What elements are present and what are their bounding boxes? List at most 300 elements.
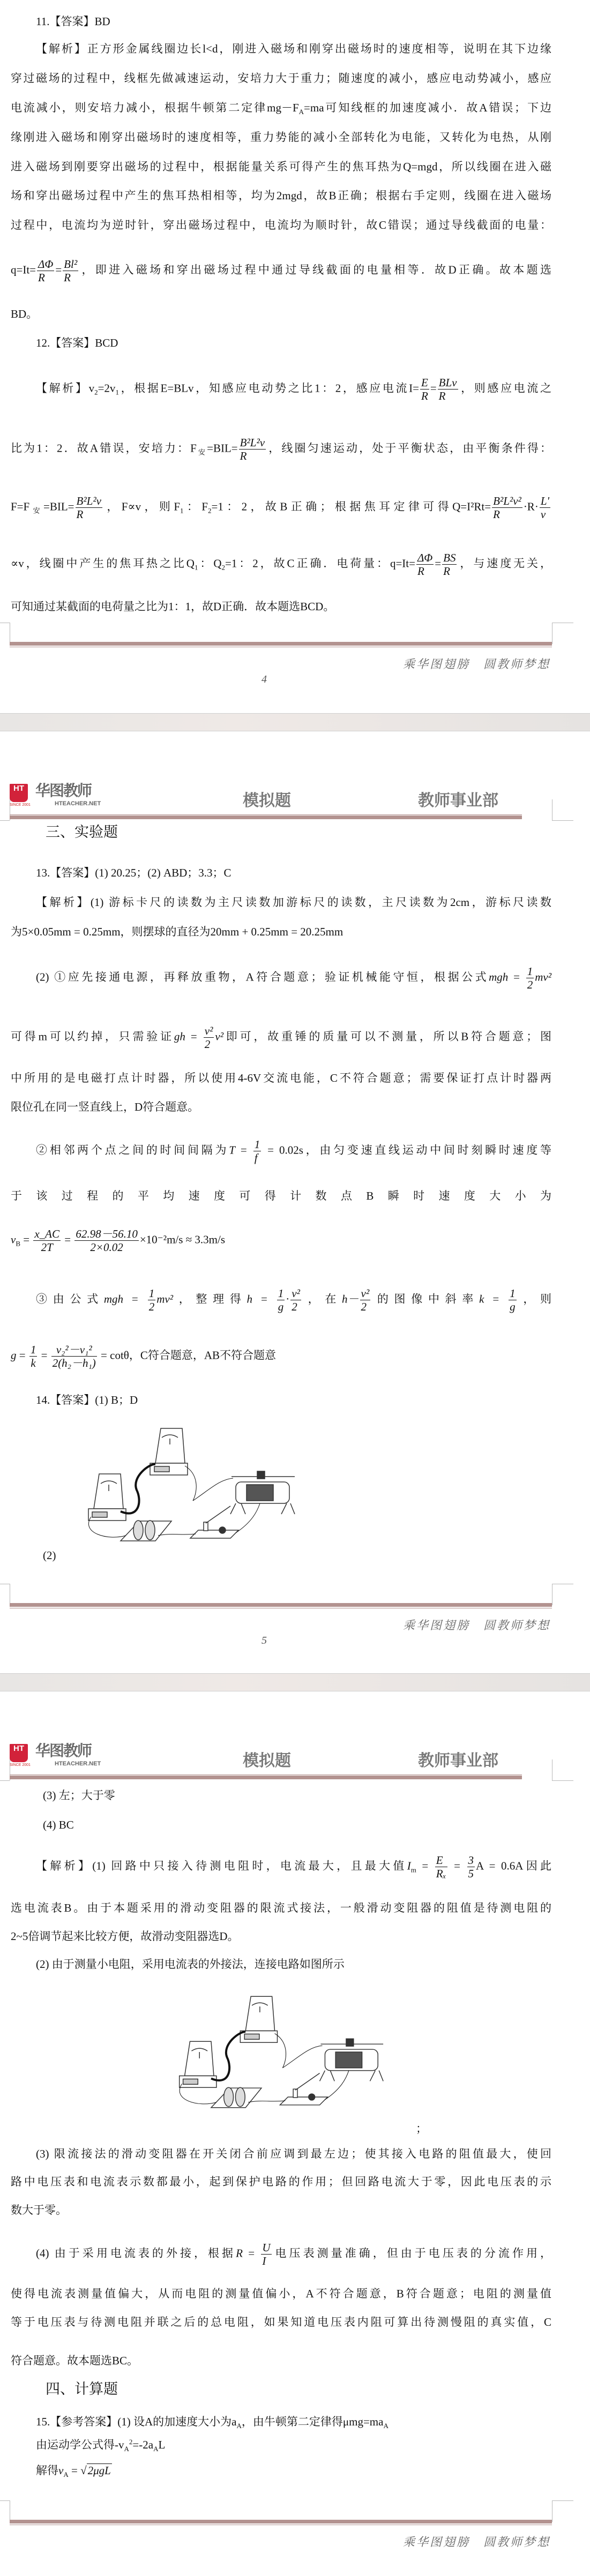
superscript: 2	[129, 2438, 133, 2446]
header-title: 模拟题	[243, 791, 291, 810]
fraction	[253, 1138, 262, 1164]
text-run: =ma可知线框的加速度减小．故A错误；下边	[304, 101, 551, 114]
text-line	[11, 1897, 551, 1919]
fraction-numerator: 1	[510, 1287, 516, 1300]
fraction-numerator: v²	[204, 1024, 213, 1037]
text-run: =	[435, 557, 442, 570]
text-line	[11, 1227, 551, 1254]
text-run: 2~5倍调节起来比较方便，故滑动变阻器选D。	[11, 1930, 239, 1943]
text-run: ∝v，线圈中产生的焦耳热之比Q	[11, 557, 195, 570]
fraction-denominator: R	[421, 390, 428, 403]
text-line	[36, 11, 551, 32]
math-variable: h	[247, 1292, 253, 1306]
battery	[211, 2087, 262, 2108]
text-run: =	[123, 1292, 147, 1306]
text-line	[11, 495, 551, 521]
fraction	[420, 376, 429, 402]
text-run: ，F∝v，则F	[103, 500, 180, 513]
battery	[121, 1521, 171, 1541]
fraction-denominator: R	[442, 564, 457, 578]
text-run: 14.【答案】(1) B；D	[36, 1394, 138, 1406]
text-run: A = 0.6A因此	[476, 1859, 552, 1873]
subscript: A	[153, 2445, 159, 2453]
crop-mark	[0, 1780, 10, 1781]
text-run: (3) 左；大于零	[43, 1789, 115, 1802]
fraction-numerator: v₂²－v₁²	[56, 1343, 92, 1356]
text-run: 比为1：2．故A错误，安培力：F	[11, 441, 197, 455]
fraction	[204, 1024, 214, 1051]
square-root	[80, 2460, 112, 2481]
header-rule	[10, 815, 522, 819]
text-run: 等于电压表与待测电阻并联之后的总电阻，如果知道电压表内阻可算出待测慢阻的真实值，C	[11, 2316, 551, 2328]
text-run: =	[38, 1349, 50, 1362]
text-run: =	[185, 1030, 203, 1043]
text-run: =-2a	[132, 2438, 154, 2451]
subscript: 2	[207, 506, 212, 515]
math-variable: v²	[215, 1030, 224, 1043]
text-run: =BIL=	[207, 441, 238, 455]
text-run: ，由牛顿第二定律得μmg=ma	[241, 2415, 384, 2428]
text-run: q=It=	[11, 263, 36, 276]
footer-slogan: 乘华图翅膀 圆教师梦想	[402, 658, 550, 671]
text-line	[36, 965, 551, 992]
fraction	[467, 1854, 475, 1880]
fraction-numerator: 1	[148, 1287, 155, 1300]
text-run: 于该过程的平均速度可得计数点B瞬时速度大小为	[11, 1189, 551, 1202]
fraction	[416, 551, 434, 578]
text-run: =	[448, 1859, 466, 1873]
hteacher-logo	[10, 784, 111, 807]
text-run: ③由公式	[36, 1292, 104, 1306]
text-run: ，则感应电流之	[459, 381, 552, 395]
fraction-denominator: Rₓ	[436, 1867, 446, 1881]
fraction-denominator: R	[438, 389, 458, 402]
text-line	[11, 596, 551, 617]
text-line	[11, 1926, 551, 1947]
fraction-denominator: 2	[360, 1300, 371, 1313]
text-run: 符合题意。故本题选BC。	[11, 2354, 139, 2367]
hteacher-logo	[10, 1744, 111, 1768]
text-line	[36, 2143, 551, 2165]
rheostat	[230, 1471, 295, 1514]
switch	[190, 1506, 238, 1538]
text-run: 电流减小，则安培力减小，根据牛顿第二定律mg－F	[11, 101, 299, 114]
text-run: ②相邻两个点之间的时间间隔为	[36, 1143, 229, 1157]
text-run: = 0.02s，由匀变速直线运动中间时刻瞬时速度等	[262, 1143, 552, 1157]
math-variable: k	[479, 1292, 484, 1306]
text-run: ，与速度无关，	[458, 557, 551, 570]
text-run: 为5×0.05mm = 0.25mm，则摆球的直径为20mm + 0.25mm = 20.25mm	[11, 925, 343, 938]
fraction-denominator: v	[540, 507, 550, 521]
circuit-diagram-analysis	[166, 1990, 389, 2117]
text-line	[36, 1287, 552, 1314]
text-run: 中所用的是电磁打点计时器，所以使用4-6V交流电能，C不符合题意；需要保证打点计时器两	[11, 1072, 551, 1084]
fraction	[29, 1343, 38, 1369]
fraction-numerator: E	[436, 1854, 443, 1867]
fraction-numerator: 1	[254, 1138, 260, 1151]
fraction-denominator: 2T	[33, 1240, 61, 1254]
radicand: 2μgL	[87, 2464, 111, 2477]
section-heading	[46, 821, 551, 843]
text-run: ：Q	[198, 557, 222, 570]
math-variable: T	[229, 1143, 235, 1157]
text-run: 选电流表B。由于本题采用的滑动变阻器的限流式接法，一般滑动变阻器的阻值是待测电阻的	[11, 1901, 551, 1914]
fraction-numerator: ΔΦ	[417, 551, 433, 564]
fraction	[492, 495, 522, 521]
fraction-denominator: 2×0.02	[74, 1240, 139, 1254]
fraction-denominator: 2	[204, 1037, 214, 1051]
text-run: ，则	[517, 1292, 552, 1306]
text-run: 12.【答案】BCD	[36, 336, 118, 349]
text-run: 穿过磁场的过程中，线框先做减速运动，安培力大于重力；随速度的减小，感应电动势减小，感应	[11, 72, 551, 85]
fraction	[148, 1287, 156, 1313]
text-line	[11, 1096, 551, 1118]
fraction	[438, 376, 458, 402]
fraction-denominator: g	[510, 1300, 516, 1314]
ammeter	[88, 1474, 126, 1521]
text-line	[36, 862, 551, 883]
fraction-numerator: 1	[30, 1343, 36, 1356]
text-run: (2) 由于测量小电阻，采用电流表的外接法，连接电路如图所示	[36, 1958, 345, 1971]
text-run: 缘刚进入磁场和刚穿出磁场时的速度相等，重力势能的减小全部转化为电能，又转化为电热，从刚	[11, 131, 551, 144]
text-run: 限位孔在同一竖直线上，D符合题意。	[11, 1100, 199, 1113]
text-run: =	[242, 2246, 260, 2260]
footer-slogan: 乘华图翅膀 圆教师梦想	[402, 2536, 550, 2549]
fraction-numerator: 1	[527, 965, 533, 978]
text-run: 可得m可以约掉，只需验证	[11, 1030, 174, 1043]
text-run: 四、计算题	[46, 2381, 118, 2397]
fraction-numerator: B²L²v	[76, 495, 101, 507]
fraction-numerator: L'	[540, 495, 549, 507]
text-run: =	[16, 1349, 28, 1362]
fraction	[526, 965, 534, 991]
text-run: =	[20, 1233, 33, 1246]
text-run: 11.【答案】BD	[36, 15, 110, 28]
fraction-numerator: v²	[292, 1287, 300, 1300]
text-run: 即可，故重锤的质量可以不测量，所以B符合题意；图	[223, 1030, 551, 1043]
text-run: =1：2，故C正确．电荷量：q=It=	[225, 557, 415, 570]
fraction-numerator: B²L²v	[240, 436, 265, 449]
fraction-denominator: k	[29, 1356, 38, 1369]
text-run: ，线圈匀速运动，处于平衡状态，由平衡条件得：	[267, 441, 552, 455]
text-line	[36, 1854, 552, 1881]
text-line	[36, 332, 551, 354]
text-run: (2)	[43, 1549, 56, 1562]
text-run: =	[484, 1292, 508, 1306]
text-run: ，在	[302, 1292, 342, 1306]
text-run: ：F	[183, 500, 208, 513]
text-line	[11, 551, 551, 578]
footer-rule	[10, 642, 552, 646]
logo-since: SINCE 2001	[10, 1763, 31, 1767]
math-variable: v	[11, 1233, 16, 1246]
text-line	[11, 97, 551, 118]
text-run: ，整理得	[173, 1292, 247, 1306]
circuit-diagram-answer	[75, 1426, 300, 1546]
text-run: 【解析】(1) 回路中只接入待测电阻时，电流最大，且最大值	[36, 1859, 407, 1873]
fraction-denominator: f	[253, 1151, 262, 1164]
page-number: 5	[262, 1635, 267, 1646]
text-run: 数大于零。	[11, 2204, 67, 2216]
text-run: =1：2，故B正确；根据焦耳定律可得Q=I²Rt=	[211, 500, 491, 513]
header-rule-thin	[10, 1774, 522, 1775]
fraction	[74, 1227, 139, 1254]
text-run: ×10⁻²m/s ≈ 3.3m/s	[139, 1233, 226, 1246]
text-run: 13.【答案】(1) 20.25；(2) ABD；3.3；C	[36, 866, 231, 879]
math-variable: h－	[342, 1292, 359, 1306]
text-run: ·R·	[523, 500, 539, 513]
text-line	[36, 2241, 552, 2268]
math-variable: R	[236, 2246, 243, 2260]
fraction-denominator: I	[261, 2254, 271, 2267]
text-line	[11, 2311, 551, 2333]
text-run: 的图像中斜率	[371, 1292, 480, 1306]
subscript: 2	[94, 388, 98, 396]
text-line	[36, 38, 551, 59]
header-department: 教师事业部	[418, 791, 498, 810]
subscript: A	[236, 2422, 242, 2430]
fraction-numerator: B²L²v²	[493, 495, 521, 507]
circuit-drawing	[166, 1990, 389, 2114]
text-run: 可知通过某截面的电荷量之比为1：1，故D正确．故本题选BCD。	[11, 600, 335, 613]
fraction	[239, 436, 266, 462]
text-run: =2v	[98, 381, 116, 395]
fraction-denominator: 5	[468, 1867, 474, 1881]
crop-mark	[0, 820, 10, 821]
circuit-drawing	[75, 1426, 300, 1544]
fraction	[277, 1287, 285, 1313]
fraction-denominator: R	[37, 271, 54, 284]
text-line	[416, 2118, 551, 2139]
text-line	[11, 921, 551, 942]
text-run: (4) BC	[43, 1818, 74, 1831]
text-run: =	[416, 1859, 434, 1873]
text-line	[43, 1545, 551, 1566]
fraction	[33, 1227, 61, 1254]
header-rule-thin	[10, 814, 522, 815]
text-run: 使得电流表测量值偏大，从而电阻的测量值偏小，A不符合题意，B符合题意；电阻的测量值	[11, 2287, 551, 2300]
text-line	[11, 126, 551, 148]
fraction-denominator: g	[278, 1300, 284, 1314]
subscript: 1	[115, 388, 119, 396]
text-run: 进入磁场到刚要穿出磁场的过程中，根据能量关系可得产生的焦耳热为Q=mgd，所以线圈在进入磁	[11, 160, 551, 173]
fraction	[261, 2241, 271, 2267]
text-run: ；	[416, 2122, 427, 2135]
radical-sign-icon: √	[80, 2464, 87, 2477]
fraction-numerator: ΔΦ	[38, 258, 54, 271]
fraction	[76, 495, 102, 521]
fraction-numerator: 1	[278, 1287, 284, 1300]
subscript: B	[16, 1239, 20, 1248]
text-line	[36, 376, 552, 403]
fraction-denominator: 2	[527, 978, 533, 992]
footer-slogan: 乘华图翅膀 圆教师梦想	[402, 1619, 550, 1633]
page-gap	[0, 1673, 590, 1691]
subscript: 1	[180, 506, 184, 515]
text-run: 解得	[36, 2464, 58, 2477]
text-run: 由运动学公式得-v	[36, 2438, 124, 2451]
math-variable: mgh	[489, 970, 509, 984]
subscript: m	[410, 1866, 416, 1874]
text-line	[11, 436, 552, 463]
text-line	[36, 892, 551, 913]
text-line	[11, 214, 551, 236]
text-line	[36, 1953, 551, 1975]
text-run: =	[252, 1292, 276, 1306]
footer-rule	[10, 1603, 552, 1607]
section-heading	[46, 2378, 551, 2400]
text-line	[11, 303, 551, 325]
page-gap	[0, 713, 590, 731]
crop-mark	[552, 2500, 573, 2501]
fraction	[37, 258, 54, 284]
fraction-denominator: 2	[290, 1300, 301, 1313]
text-run: (2) ①应先接通电源，再释放重物，A符合题意；验证机械能守恒，根据公式	[36, 970, 489, 984]
math-variable: v	[58, 2464, 64, 2477]
header-rule	[10, 1776, 522, 1779]
fraction-numerator: 62.98－56.10	[76, 1227, 138, 1240]
logo-shield-icon: HT	[10, 784, 28, 802]
fraction-denominator: R	[416, 564, 434, 578]
math-variable: mv²	[156, 1292, 174, 1306]
fraction-denominator: R	[239, 449, 266, 462]
text-run: 【解析】正方形金属线圈边长l<d，刚进入磁场和刚穿出磁场时的速度相等，说明在其下边缘	[36, 42, 551, 55]
text-line	[11, 1185, 551, 1207]
text-run: 场和穿出磁场过程中产生的焦耳热相相等，均为2mgd，故B正确；根据右手定则，线圈在进入磁场	[11, 189, 551, 202]
fraction-numerator: U	[262, 2241, 271, 2254]
text-run: 路中电压表和电流表示数都最小，起到保护电路的作用；但回路电流大于零，因此电压表的示	[11, 2175, 551, 2188]
math-variable: mv²	[535, 970, 551, 984]
text-line	[11, 185, 551, 206]
text-run: 15.【参考答案】(1) 设A的加速度大小为a	[36, 2415, 237, 2428]
text-line	[11, 1343, 551, 1370]
subscript: 安	[29, 506, 43, 515]
text-line	[36, 2411, 551, 2432]
text-run: =	[430, 381, 437, 395]
text-run: = cotθ，C符合题意，AB不符合题意	[98, 1349, 277, 1362]
fraction-numerator: BLv	[438, 376, 457, 389]
crop-mark	[552, 820, 573, 821]
math-variable: I	[407, 1859, 411, 1873]
logo-english-name: HTEACHER.NET	[55, 1761, 101, 1767]
text-run: 过程中，电流均为逆时针，穿出磁场过程中，电流均为顺时针，故C错误；通过导线截面的电量：	[11, 219, 551, 231]
logo-chinese-name: 华图教师	[35, 782, 92, 799]
logo-since: SINCE 2001	[10, 803, 31, 807]
fraction-numerator: 3	[468, 1854, 474, 1867]
text-run: ·	[286, 1292, 290, 1306]
text-run: L	[158, 2438, 166, 2451]
text-line	[11, 2350, 551, 2371]
text-run: BD。	[11, 308, 38, 320]
text-line	[11, 2199, 551, 2221]
switch	[280, 2073, 327, 2105]
ammeter	[180, 2041, 216, 2087]
subscript: A	[63, 2470, 69, 2479]
header-title: 模拟题	[243, 1751, 291, 1770]
logo-english-name: HTEACHER.NET	[55, 800, 101, 807]
crop-mark	[552, 1780, 573, 1781]
fraction-numerator: Bl²	[64, 258, 78, 271]
text-line	[43, 1814, 551, 1836]
text-run: 【解析】(1) 游标卡尺的读数为主尺读数加游标尺的读数，主尺读数为2cm，游标尺读数	[36, 896, 551, 909]
text-run: 三、实验题	[46, 824, 118, 840]
fraction-denominator: 2(h₂－h₁)	[52, 1357, 96, 1370]
text-run: =	[55, 263, 62, 276]
fraction	[51, 1343, 97, 1369]
voltmeter	[150, 1428, 188, 1475]
logo-shield-icon: HT	[10, 1744, 28, 1762]
text-line	[43, 1785, 551, 1806]
subscript: A	[383, 2422, 389, 2430]
text-run: ，即进入磁场和穿出磁场过程中通过导线截面的电量相等．故D正确。故本题选	[79, 263, 551, 276]
page-number: 4	[262, 673, 267, 685]
fraction	[442, 551, 457, 578]
fraction-numerator: BS	[443, 551, 456, 564]
subscript: A	[124, 2445, 129, 2453]
math-variable: g	[11, 1349, 17, 1362]
subscript: 2	[221, 563, 226, 572]
rheostat	[320, 2039, 384, 2081]
text-run: 【解析】v	[36, 381, 95, 395]
text-line	[11, 258, 551, 284]
fraction	[435, 1854, 447, 1880]
fraction	[63, 258, 78, 284]
footer-rule	[10, 2520, 552, 2523]
fraction-denominator: R	[492, 507, 522, 521]
crop-mark	[0, 2500, 10, 2501]
text-line	[11, 2171, 551, 2192]
fraction-denominator: R	[63, 271, 78, 284]
text-run: 电压表测量准确，但由于电压表的分流作用，	[272, 2246, 552, 2260]
text-line	[36, 2460, 551, 2481]
fraction-numerator: E	[421, 376, 428, 389]
text-line	[36, 1389, 551, 1411]
logo-chinese-name: 华图教师	[35, 1742, 92, 1759]
math-variable: mgh	[103, 1292, 123, 1306]
fraction	[540, 495, 550, 521]
text-run: =	[235, 1143, 252, 1157]
fraction	[290, 1287, 301, 1313]
subscript: 安	[196, 448, 207, 456]
text-run: =	[68, 2464, 81, 2477]
text-run: =BIL=	[43, 500, 74, 513]
subscript: 1	[194, 563, 198, 572]
fraction-denominator: R	[76, 507, 102, 521]
text-line	[11, 1067, 551, 1089]
text-run: =	[62, 1233, 74, 1246]
fraction-denominator: 2	[148, 1300, 155, 1314]
text-run: ，根据E=BLv，知感应电动势之比1：2，感应电流I=	[118, 381, 419, 395]
subscript: A	[298, 108, 304, 116]
text-run: =	[508, 970, 525, 984]
text-line	[36, 1138, 552, 1165]
fraction	[360, 1287, 371, 1313]
header-department: 教师事业部	[418, 1751, 498, 1770]
fraction-numerator: x_AC	[34, 1227, 59, 1240]
text-line	[11, 2283, 551, 2304]
text-run: (4) 由于采用电流表的外接，根据	[36, 2246, 236, 2260]
text-run: F=F	[11, 500, 30, 513]
text-line	[36, 2434, 551, 2455]
fraction-numerator: v²	[361, 1287, 370, 1300]
text-line	[11, 1024, 551, 1051]
text-line	[11, 68, 551, 89]
voltmeter	[240, 1996, 277, 2042]
fraction	[509, 1287, 517, 1313]
text-run: (3) 限流接法的滑动变阻器在开关闭合前应调到最左边；使其接入电路的阻值最大，使回	[36, 2147, 551, 2160]
math-variable: gh	[174, 1030, 185, 1043]
text-line	[11, 156, 551, 177]
